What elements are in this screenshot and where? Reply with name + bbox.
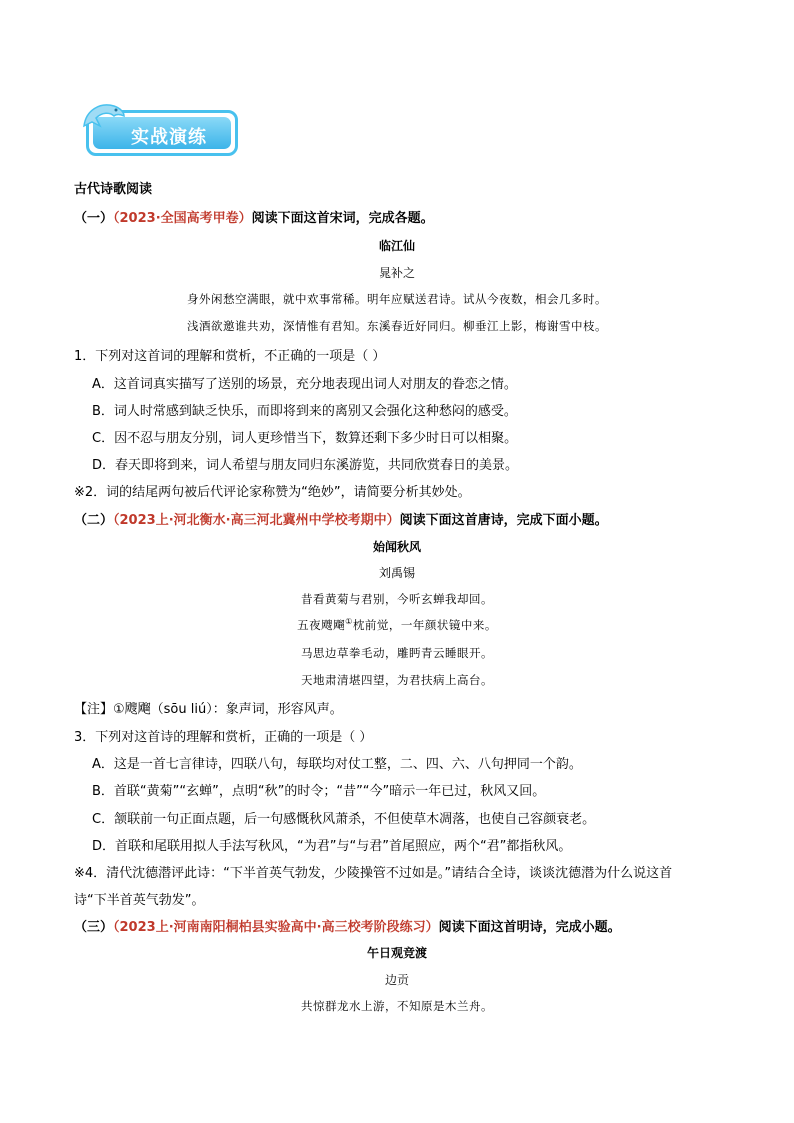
badge-label: 实战演练: [131, 127, 207, 148]
dolphin-icon: [80, 96, 128, 140]
q1-option-d: D．春天即将到来，词人希望与朋友同归东溪游览，共同欣赏春日的美景。: [92, 458, 519, 473]
q3-option-b: B．首联“黄菊”“玄蝉”，点明“秋”的时令；“昔”“今”暗示一年已过，秋风又回。: [92, 784, 546, 799]
part1-heading: （一）（2023·全国高考甲卷）阅读下面这首宋词，完成各题。: [74, 211, 434, 226]
section-badge: [80, 96, 245, 168]
section-title: 古代诗歌阅读: [74, 182, 153, 197]
part2-poem-line: 天地肃清堪四望，为君扶病上高台。: [301, 673, 493, 687]
part1-poem-line: 身外闲愁空满眼，就中欢事常稀。明年应赋送君诗。试从今夜数，相会几多时。: [187, 292, 607, 306]
question-3: 3．下列对这首诗的理解和赏析，正确的一项是（ ）: [74, 730, 373, 745]
q3-option-c: C．颔联前一句正面点题，后一句感慨秋风萧杀，不但使草木凋落，也使自己容颜衰老。: [92, 812, 596, 827]
part2-poem-line: 昔看黄菊与君别，今听玄蝉我却回。: [301, 592, 493, 606]
part3-heading: （三）（2023上·河南南阳桐柏县实验高中·高三校考阶段练习）阅读下面这首明诗，完成小题。: [74, 920, 621, 935]
part2-source: （2023上·河北衡水·高三河北冀州中学校考期中）: [113, 513, 400, 528]
part1-author: 晁补之: [378, 266, 415, 280]
question-4-line1: ※4．清代沈德潜评此诗：“下半首英气勃发，少陵操管不过如是。”请结合全诗，谈谈沈德潜为什么说这首: [74, 866, 673, 881]
q3-option-a: A．这是一首七言律诗，四联八句，每联均对仗工整，二、四、六、八句押同一个韵。: [92, 757, 582, 772]
q1-option-a: A．这首词真实描写了送别的场景，充分地表现出词人对朋友的眷恋之情。: [92, 377, 517, 392]
part2-author: 刘禹锡: [378, 566, 415, 580]
part2-poem-line: 马思边草拳毛动，雕眄青云睡眼开。: [301, 646, 493, 660]
q3-option-d: D．首联和尾联用拟人手法写秋风，“为君”与“与君”首尾照应，两个“君”都指秋风。: [92, 839, 572, 854]
part2-heading: （二）（2023上·河北衡水·高三河北冀州中学校考期中）阅读下面这首唐诗，完成下面小题。: [74, 513, 608, 528]
question-4-line2: 诗“下半首英气勃发”。: [74, 893, 205, 908]
part2-poem-title: 始闻秋风: [372, 540, 421, 554]
part3-author: 边贡: [384, 973, 409, 987]
question-2: ※2．词的结尾两句被后代评论家称赞为“绝妙”，请简要分析其妙处。: [74, 485, 471, 500]
part2-poem-line: 五夜飕飗①枕前觉，一年颜状镜中来。: [297, 617, 497, 632]
footnote-marker: ①: [345, 617, 353, 627]
q1-option-b: B．词人时常感到缺乏快乐，而即将到来的离别又会强化这种愁闷的感受。: [92, 404, 517, 419]
part1-poem-title: 临江仙: [378, 239, 415, 253]
q1-option-c: C．因不忍与朋友分别，词人更珍惜当下，数算还剩下多少时日可以相聚。: [92, 431, 518, 446]
part3-source: （2023上·河南南阳桐柏县实验高中·高三校考阶段练习）: [113, 920, 439, 935]
part3-poem-line: 共惊群龙水上游，不知原是木兰舟。: [301, 999, 493, 1013]
part1-poem-line: 浅酒欲邀谁共劝，深情惟有君知。东溪春近好同归。柳垂江上影，梅谢雪中枝。: [187, 319, 607, 333]
question-1: 1．下列对这首词的理解和赏析，不正确的一项是（ ）: [74, 349, 386, 364]
part3-poem-title: 午日观竞渡: [366, 946, 427, 960]
part1-source: （2023·全国高考甲卷）: [113, 211, 252, 226]
part2-note: 【注】①飕飗（sōu liú）：象声词，形容风声。: [74, 702, 343, 717]
